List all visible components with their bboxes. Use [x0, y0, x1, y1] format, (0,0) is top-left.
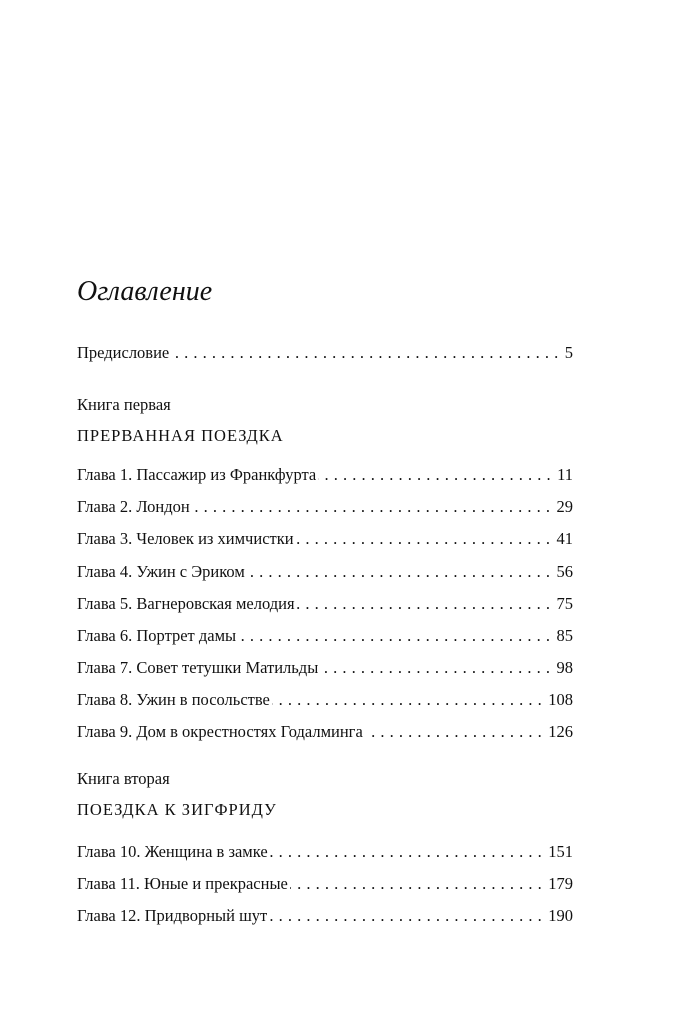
dot-leader	[320, 657, 550, 679]
dot-leader	[365, 721, 542, 743]
toc-entry	[77, 657, 573, 679]
toc-entry-preface	[77, 342, 573, 364]
toc-entry-page: 108	[548, 690, 573, 709]
toc-entry-page: 56	[556, 562, 573, 581]
dot-leader	[272, 689, 542, 711]
book-label: Книга первая	[77, 395, 171, 414]
toc-entry-title: Глава 7. Совет тетушки Матильды	[77, 658, 319, 677]
toc-entry-page: 41	[556, 529, 573, 548]
toc-entry-page: 11	[557, 465, 573, 484]
toc-entry-page: 29	[556, 497, 573, 516]
dot-leader	[270, 841, 543, 863]
toc-entry	[77, 625, 573, 647]
toc-entry-title: Глава 1. Пассажир из Франкфурта	[77, 465, 317, 484]
toc-entry-title: Глава 10. Женщина в замке	[77, 842, 268, 861]
toc-heading: Оглавление	[77, 276, 213, 307]
dot-leader	[296, 528, 551, 550]
book-label: Книга вторая	[77, 769, 170, 788]
toc-entry-page: 85	[556, 626, 573, 645]
toc-entry-page: 126	[548, 722, 573, 741]
dot-leader	[290, 873, 542, 895]
toc-entry-title: Глава 8. Ужин в посольстве	[77, 690, 270, 709]
toc-entry-title: Глава 6. Портрет дамы	[77, 626, 237, 645]
dot-leader	[297, 593, 551, 615]
dot-leader	[247, 561, 551, 583]
toc-entry-title: Глава 11. Юные и прекрасные	[77, 874, 288, 893]
toc-entry	[77, 528, 573, 550]
toc-entry	[77, 593, 573, 615]
toc-entry	[77, 496, 573, 518]
toc-entry-title: Глава 2. Лондон	[77, 497, 190, 516]
toc-entry-page: 179	[548, 874, 573, 893]
book-title: ПОЕЗДКА К ЗИГФРИДУ	[77, 800, 277, 819]
toc-entry-title: Глава 5. Вагнеровская мелодия	[77, 594, 295, 613]
toc-entry-page: 75	[556, 594, 573, 613]
toc-entry	[77, 721, 573, 743]
toc-entry-page: 98	[556, 658, 573, 677]
toc-entry-title: Предисловие	[77, 343, 170, 362]
toc-entry-title: Глава 12. Придворный шут	[77, 906, 268, 925]
toc-entry-title: Глава 9. Дом в окрестностях Годалминга	[77, 722, 363, 741]
toc-entry-page: 190	[548, 906, 573, 925]
toc-entry	[77, 464, 573, 486]
book-title: ПРЕРВАННАЯ ПОЕЗДКА	[77, 426, 284, 445]
toc-entry	[77, 841, 573, 863]
toc-entry	[77, 689, 573, 711]
toc-entry-page: 151	[548, 842, 573, 861]
toc-entry-page: 5	[564, 343, 573, 362]
dot-leader	[238, 625, 550, 647]
dot-leader	[192, 496, 551, 518]
toc-entry-title: Глава 3. Человек из химчистки	[77, 529, 294, 548]
toc-entry	[77, 561, 573, 583]
dot-leader	[318, 464, 551, 486]
toc-entry	[77, 873, 573, 895]
dot-leader	[171, 342, 559, 364]
dot-leader	[269, 905, 542, 927]
toc-entry-title: Глава 4. Ужин с Эриком	[77, 562, 245, 581]
toc-entry	[77, 905, 573, 927]
